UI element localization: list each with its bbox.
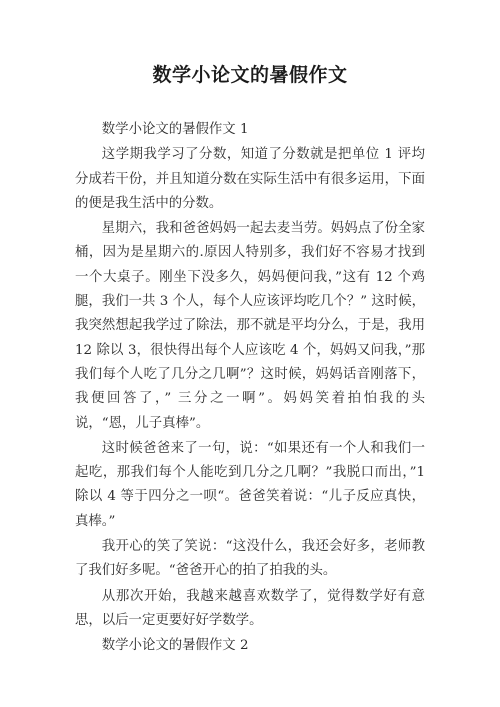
section-1-paragraph-3: 这时候爸爸来了一句，说：“如果还有一个人和我们一起吃，那我们每个人能吃到几分之几啊？”我脱口而出，”1 除以 4 等于四分之一呗“。爸爸笑着说：“儿子反应真快，真棒。” — [75, 440, 425, 529]
section-2-heading: 数学小论文的暑假作文 2 — [101, 638, 249, 654]
document-title: 数学小论文的暑假作文 — [152, 64, 348, 86]
section-1-paragraph-5: 从那次开始，我越来越喜欢数学了，觉得数学好有意思，以后一定更要好好学数学。 — [75, 588, 425, 628]
document-body — [75, 118, 425, 660]
section-1-paragraph-4: 我开心的笑了笑说：“这没什么，我还会好多，老师教了我们好多呢。“爸爸开心的拍了拍我的头。 — [75, 539, 425, 579]
section-1-paragraph-1: 这学期我学习了分数，知道了分数就是把单位 1 评均分成若干份，并且知道分数在实际生活中有很多运用，下面的便是我生活中的分数。 — [75, 147, 425, 211]
section-1-heading: 数学小论文的暑假作文 1 — [101, 122, 249, 137]
section-1-paragraph-2: 星期六，我和爸爸妈妈一起去麦当劳。妈妈点了份全家桶，因为是星期六的.原因人特别多，我们好不容易才找到一个大桌子。刚坐下没多久，妈妈便问我，”这有 12 个鸡腿，我们一共 3 个人，每个人应该评均吃几个？” 这时候，我突然想起我学过了除法，那不就是平均分么，于是，我用 12 除以 3，很快得出每个人应该吃 4 个，妈妈又问我，”那我们每个人吃了几分之几啊”？这时候，妈妈话音刚落下，我便回答了，” 三分之一啊”。妈妈笑着拍怕我的头说，“恩，儿子真棒”。 — [75, 221, 425, 431]
